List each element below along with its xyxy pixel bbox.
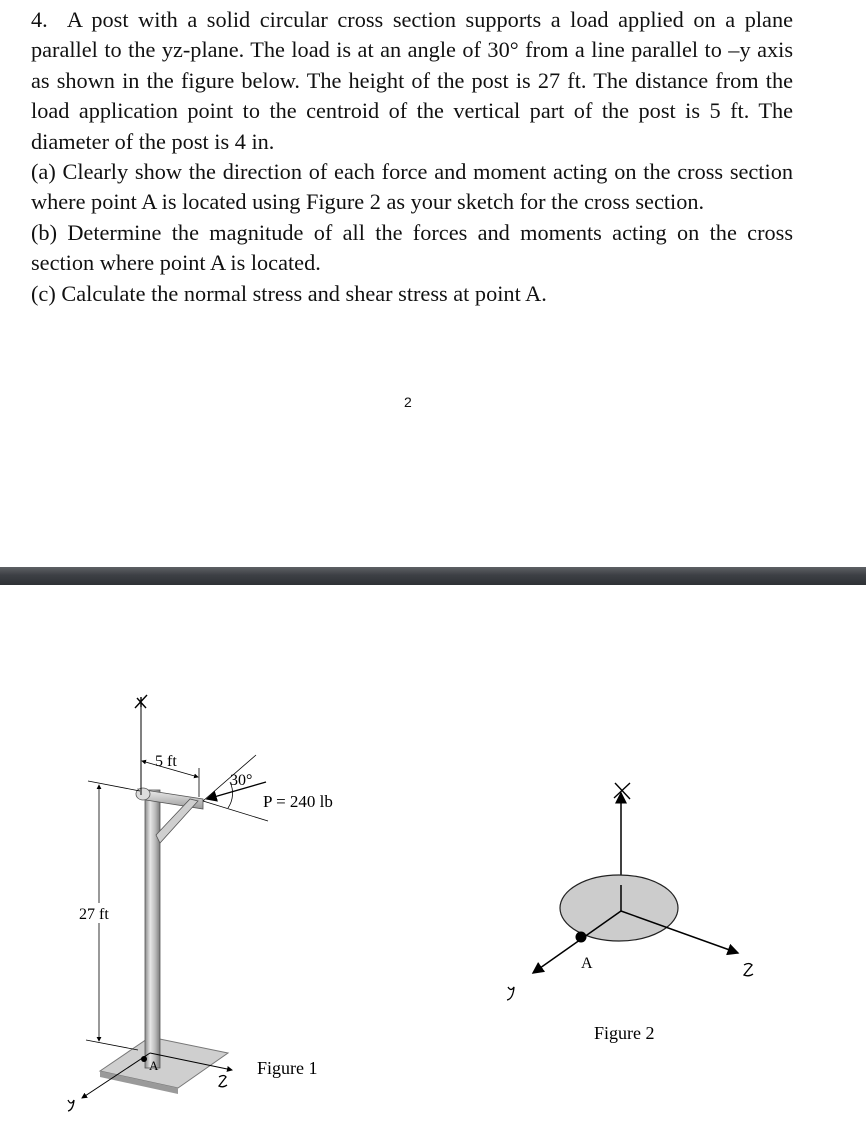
part-a: (a) Clearly show the direction of each force and moment acting on the cross section where point A is located using Figure 2 as your sketch for the cross section. — [31, 159, 793, 215]
z-axis-label — [219, 1076, 227, 1087]
fig2-y-axis-label — [507, 987, 514, 1000]
problem-intro-text: A post with a solid circular cross section supports a load applied on a plane parallel to the yz-plane. The load is at an angle of 30° from a line parallel to –y axis as shown in the figure below. The height of the post is 27 ft. The distance from the load application point to the centroid of the vertical part of the post is 5 ft. The diameter of the post is 4 in. — [31, 7, 793, 154]
problem-statement — [31, 5, 793, 309]
figure-2-caption: Figure 2 — [594, 1023, 655, 1043]
post — [145, 790, 160, 1068]
problem-number: 4. — [31, 7, 48, 32]
fig2-point-a: A — [581, 955, 593, 972]
fig1-point-a-dot — [141, 1056, 147, 1062]
fig2-z-axis-label — [744, 964, 753, 976]
figure-1-caption: Figure 1 — [257, 1058, 318, 1078]
load-label: P = 240 lb — [263, 792, 333, 811]
part-b: (b) Determine the magnitude of all the forces and moments acting on the cross section where point A is located. — [31, 219, 793, 276]
part-c: (c) Calculate the normal stress and shear stress at point A. — [31, 280, 547, 306]
page-divider — [0, 567, 866, 585]
y-axis-label — [68, 1100, 74, 1111]
x-axis-label — [135, 695, 147, 708]
figure-2 — [507, 783, 753, 1043]
load-reference-line — [203, 801, 268, 821]
post-brace — [156, 799, 198, 843]
fig1-point-a: A — [149, 1058, 159, 1073]
dim-27ft: 27 ft — [79, 906, 109, 923]
figure-1 — [68, 695, 333, 1111]
post-top — [136, 788, 150, 800]
cross-section — [560, 875, 678, 941]
fig2-point-a-dot — [576, 932, 587, 943]
dim-27ft-ext-bottom — [86, 1040, 138, 1050]
dim-27ft-ext-top — [88, 781, 140, 791]
figures — [0, 585, 866, 1136]
dim-5ft: 5 ft — [155, 753, 177, 770]
fig2-x-axis-label — [614, 783, 630, 799]
problem-intro — [31, 5, 793, 157]
page-number: 2 — [404, 394, 412, 410]
angle-label: 30° — [230, 772, 253, 789]
